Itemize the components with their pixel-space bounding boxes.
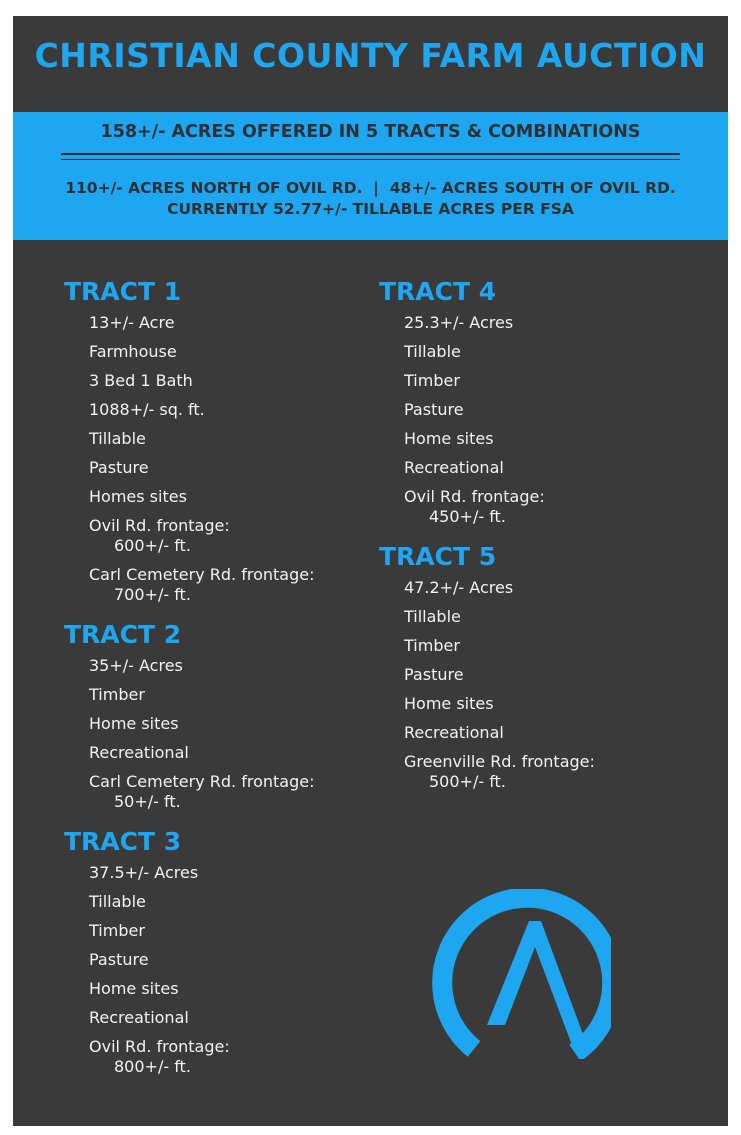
tract-item: 1088+/- sq. ft. — [89, 400, 205, 419]
tract-item: Tillable — [404, 342, 461, 361]
tract-item: Tillable — [89, 429, 146, 448]
tract-item: Pasture — [404, 665, 464, 684]
tract-item: Recreational — [404, 723, 504, 742]
frontage-value: 600+/- ft. — [114, 536, 191, 555]
tract-heading: TRACT 1 — [64, 277, 182, 306]
tract-item: Pasture — [404, 400, 464, 419]
summary-band — [13, 112, 728, 240]
tract-item: Home sites — [89, 979, 179, 998]
frontage-label: Ovil Rd. frontage: — [89, 1037, 230, 1056]
frontage-label: Ovil Rd. frontage: — [404, 487, 545, 506]
acreage-details — [13, 178, 728, 220]
frontage-label: Carl Cemetery Rd. frontage: — [89, 565, 315, 584]
tract-3 — [64, 826, 384, 1077]
frontage-label: Carl Cemetery Rd. frontage: — [89, 772, 315, 791]
divider-rule — [61, 153, 680, 155]
tract-item: Pasture — [89, 950, 149, 969]
frontage-item — [89, 772, 384, 812]
tract-item: Recreational — [89, 743, 189, 762]
frontage-item — [404, 752, 709, 792]
tract-item: Timber — [89, 921, 145, 940]
tract-item: 13+/- Acre — [89, 313, 175, 332]
poster-title: CHRISTIAN COUNTY FARM AUCTION — [34, 36, 707, 75]
auction-poster — [13, 16, 728, 1126]
tract-item: Home sites — [404, 429, 494, 448]
tract-item: Timber — [404, 636, 460, 655]
tract-item: 35+/- Acres — [89, 656, 183, 675]
tract-item: Farmhouse — [89, 342, 177, 361]
tract-item: Timber — [89, 685, 145, 704]
frontage-label: Ovil Rd. frontage: — [89, 516, 230, 535]
north-south-line: 110+/- ACRES NORTH OF OVIL RD. | 48+/- ACRES SOUTH OF OVIL RD. — [65, 179, 676, 197]
frontage-value: 500+/- ft. — [429, 772, 506, 791]
tract-item: Timber — [404, 371, 460, 390]
tract-item: Home sites — [404, 694, 494, 713]
tract-4 — [379, 276, 709, 527]
right-column — [379, 276, 709, 792]
acres-offered-line: 158+/- ACRES OFFERED IN 5 TRACTS & COMBINATIONS — [100, 122, 641, 142]
tract-item: Pasture — [89, 458, 149, 477]
frontage-item — [89, 516, 384, 556]
frontage-value: 700+/- ft. — [114, 585, 191, 604]
tract-heading: TRACT 4 — [379, 277, 497, 306]
tract-item: 3 Bed 1 Bath — [89, 371, 193, 390]
frontage-item — [89, 565, 384, 605]
tract-item: Recreational — [89, 1008, 189, 1027]
tract-2 — [64, 619, 384, 812]
frontage-value: 450+/- ft. — [429, 507, 506, 526]
tract-heading: TRACT 5 — [379, 542, 497, 571]
tract-item: 25.3+/- Acres — [404, 313, 514, 332]
tract-item: 47.2+/- Acres — [404, 578, 514, 597]
tract-item: Tillable — [89, 892, 146, 911]
frontage-item — [404, 487, 709, 527]
tract-item: Home sites — [89, 714, 179, 733]
peak-in-circle-logo-icon — [425, 889, 611, 1059]
tract-heading: TRACT 3 — [64, 827, 182, 856]
tillable-line: CURRENTLY 52.77+/- TILLABLE ACRES PER FSA — [167, 200, 574, 218]
frontage-label: Greenville Rd. frontage: — [404, 752, 595, 771]
left-column — [64, 276, 384, 1077]
divider-rule — [61, 159, 680, 160]
frontage-value: 50+/- ft. — [114, 792, 181, 811]
tract-item: Recreational — [404, 458, 504, 477]
tract-heading: TRACT 2 — [64, 620, 182, 649]
tract-item: Tillable — [404, 607, 461, 626]
tract-item: Homes sites — [89, 487, 187, 506]
tract-item: 37.5+/- Acres — [89, 863, 199, 882]
tract-1 — [64, 276, 384, 605]
tract-5 — [379, 541, 709, 792]
frontage-value: 800+/- ft. — [114, 1057, 191, 1076]
frontage-item — [89, 1037, 384, 1077]
